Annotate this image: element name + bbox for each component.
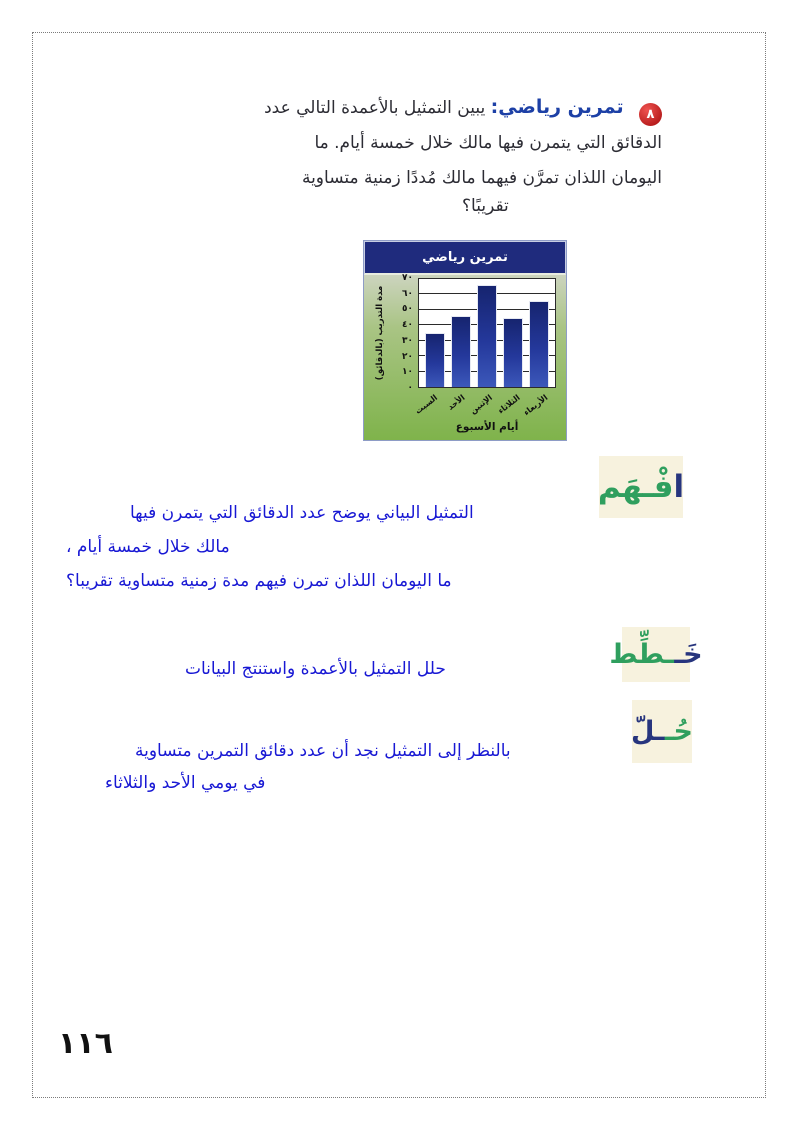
understand-logo (599, 456, 683, 518)
x-label-cell (496, 391, 529, 421)
x-tick-label: الأحد (445, 393, 467, 412)
x-label-cell (446, 391, 474, 421)
logo-letter: ا (673, 468, 685, 505)
x-label-cell (412, 391, 446, 421)
problem-text: يبين التمثيل بالأعمدة التالي عدد (264, 98, 486, 118)
logo-letter: فْـهَم (597, 468, 674, 505)
x-label-cell (468, 391, 501, 421)
plan-text-line-1: حلل التمثيل بالأعمدة واستنتج البيانات (185, 659, 446, 679)
chart-y-axis-label: مدة التدريب (بالدقائق) (375, 285, 385, 381)
problem-number-badge: ٨ (639, 103, 662, 126)
problem-line-1 (234, 90, 662, 126)
chart-bar (477, 285, 497, 387)
chart-bar (503, 318, 523, 387)
y-tick-label: ٢٠ (402, 351, 413, 362)
problem-line-4: تقريبًا؟ (462, 196, 509, 216)
x-tick-label: الثلاثاء (496, 393, 522, 416)
understand-text-line-1: التمثيل البياني يوضح عدد الدقائق التي يتمرن فيها (130, 503, 474, 523)
chart-body (364, 275, 566, 440)
problem-statement (234, 90, 662, 196)
y-tick-label: ٠ (407, 383, 413, 393)
page-number: ١١٦ (58, 1026, 113, 1061)
solve-text-line-2: في يومي الأحد والثلاثاء (105, 773, 266, 793)
solve-text-line-1: بالنظر إلى التمثيل نجد أن عدد دقائق التمرين متساوية (135, 741, 511, 761)
logo-letter: ـطِّط (609, 639, 674, 670)
y-tick-label: ٣٠ (402, 335, 413, 346)
bar-chart (363, 240, 567, 441)
problem-line-3: اليومان اللذان تمرَّن فيهما مالك مُددًا زمنية متساوية (301, 168, 662, 188)
understand-text-line-3: ما اليومان اللذان تمرن فيهم مدة زمنية متساوية تقريبا؟ (66, 571, 452, 591)
solve-logo (632, 700, 692, 763)
problem-line-2: الدقائق التي يتمرن فيها مالك خلال خمسة أيام. ما (314, 133, 662, 153)
x-label-cell (521, 391, 556, 421)
chart-x-axis-label: أيام الأسبوع (455, 421, 519, 433)
x-tick-label: الإثنين (468, 393, 494, 416)
y-tick-label: ٧٠ (402, 273, 413, 283)
understand-text-line-2: مالك خلال خمسة أيام ، (66, 537, 230, 557)
chart-bar (451, 316, 471, 387)
x-tick-label: السبت (412, 393, 439, 416)
chart-plot-area (418, 278, 556, 388)
plan-logo (609, 627, 703, 682)
chart-title: تمرين رياضي (364, 241, 566, 275)
y-tick-label: ٥٠ (402, 304, 413, 315)
chart-bars (419, 279, 555, 387)
chart-bar (529, 301, 549, 387)
chart-x-labels (412, 391, 556, 421)
y-tick-label: ١٠ (402, 367, 413, 378)
problem-lead-label: تمرين رياضي: (490, 96, 624, 118)
x-tick-label: الأربعاء (521, 393, 550, 418)
y-tick-label: ٦٠ (402, 288, 413, 299)
logo-letter: ـلّ (630, 716, 665, 747)
y-tick-label: ٤٠ (402, 320, 413, 331)
logo-letter: خَـ (673, 639, 703, 670)
chart-y-ticks (390, 273, 416, 393)
chart-bar (425, 333, 445, 387)
logo-letter: حُـ (664, 716, 693, 747)
